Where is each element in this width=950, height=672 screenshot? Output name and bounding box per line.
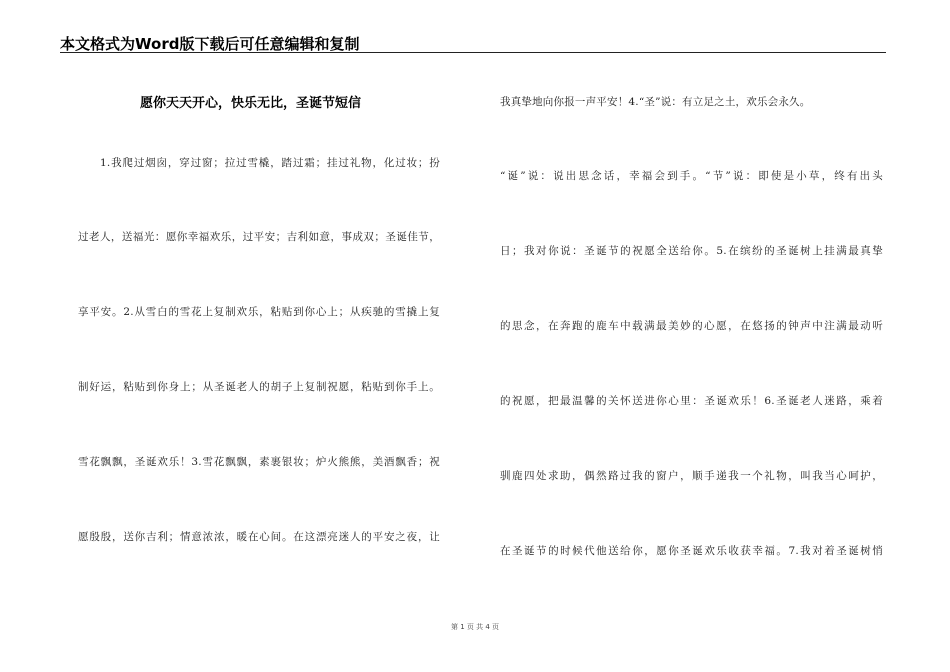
- left-column-line: 制好运，粘贴到你身上；从圣诞老人的胡子上复制祝愿，粘贴到你手上。: [78, 381, 440, 393]
- right-column-line: 驯鹿四处求助，偶然路过我的窗户，顺手递我一个礼物，叫我当心呵护，: [500, 470, 883, 482]
- left-column-line: 过老人，送福光：愿你幸福欢乐，过平安；吉利如意，事成双；圣诞佳节，: [78, 231, 440, 243]
- header-divider: [60, 52, 886, 53]
- left-column-line: 雪花飘飘，圣诞欢乐！3.雪花飘飘，素裹银妆；炉火熊熊，美酒飘香；祝: [78, 456, 440, 468]
- left-column-line: 愿殷殷，送你吉利；情意浓浓，暖在心间。在这漂亮迷人的平安之夜，让: [78, 531, 440, 543]
- right-column-line: “诞”说：说出思念话，幸福会到手。“节”说：即使是小草，终有出头: [500, 170, 883, 182]
- right-column-line: 我真挚地向你报一声平安！4.“圣”说：有立足之土，欢乐会永久。: [500, 96, 811, 108]
- document-title: 愿你天天开心，快乐无比，圣诞节短信: [140, 96, 362, 111]
- right-column-line: 日；我对你说：圣诞节的祝愿全送给你。5.在缤纷的圣诞树上挂满最真挚: [500, 245, 883, 257]
- right-column-line: 的祝愿，把最温馨的关怀送进你心里：圣诞欢乐！6.圣诞老人迷路，乘着: [500, 395, 883, 407]
- right-column-line: 的思念，在奔跑的鹿车中载满最美妙的心愿，在悠扬的钟声中注满最动听: [500, 320, 883, 332]
- right-column-line: 在圣诞节的时候代他送给你，愿你圣诞欢乐收获幸福。7.我对着圣诞树悄: [500, 545, 883, 557]
- page-footer: 第 1 页 共 4 页: [450, 623, 500, 631]
- header-banner: 本文格式为Word版下载后可任意编辑和复制: [60, 35, 360, 53]
- left-column-line: 享平安。2.从雪白的雪花上复制欢乐，粘贴到你心上；从疾驰的雪撬上复: [78, 306, 440, 318]
- left-column-line: 1.我爬过烟囱，穿过窗；拉过雪橇，踏过霜；挂过礼物，化过妆；扮: [100, 157, 440, 169]
